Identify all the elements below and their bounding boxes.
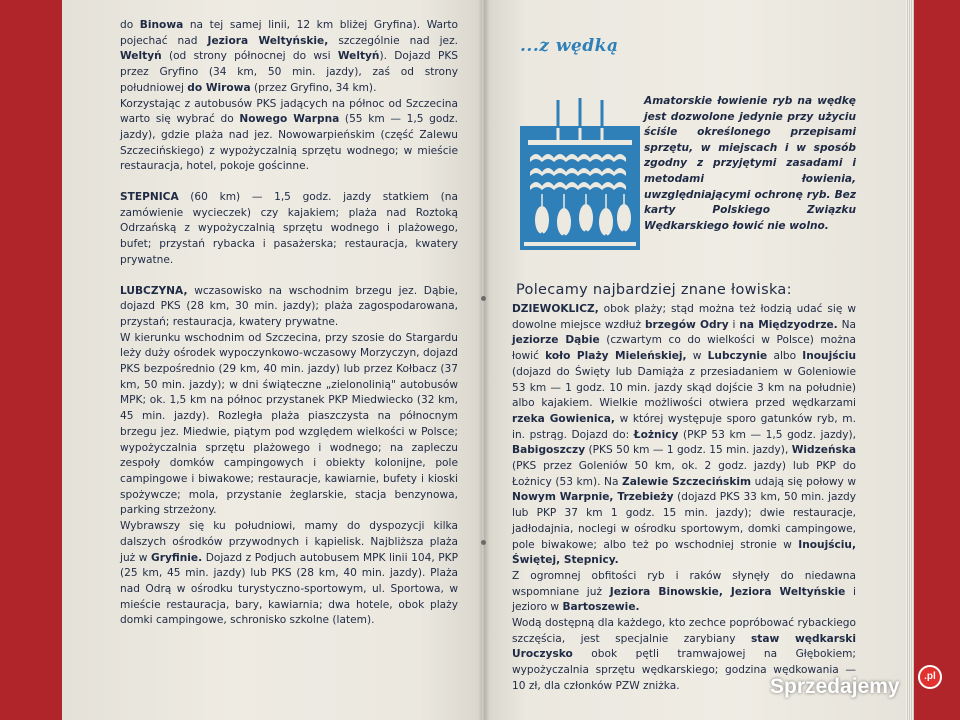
text-run: (PKS 50 km — 1 godz. 15 min. jazdy), <box>585 444 792 457</box>
emphasized-text: rzeka Gowienica, <box>512 412 615 425</box>
text-run: w której występuje sporo gatunków ryb, m. in. pstrąg. Dojazd do: <box>512 412 856 441</box>
emphasized-text: Zalewie Szczecińskim <box>622 475 752 488</box>
emphasized-text: DZIEWOKLICZ, <box>512 303 599 315</box>
text-run: (PKS przez Goleniów 50 km, ok. 2 godz. jazdy) lub PKP do Łożnicy (53 km). Na <box>512 460 856 488</box>
watermark-logo: Sprzedajemy <box>770 675 900 698</box>
emphasized-text: Widzeńska <box>791 444 856 457</box>
emphasized-text: STEPNICA <box>120 191 179 204</box>
text-run: do <box>120 19 140 31</box>
text-run: (dojazd PKS 33 km, 50 min. jazdy lub PKP 37 km 1 godz. 15 min. jazdy); dwie restauracje, jadłodajnia, noclegi w ośrodku sportowym, domki campingowe, pole biwakowe; albo też po wschodniej stronie w <box>512 491 856 551</box>
emphasized-text: Bartoszewie. <box>562 601 640 614</box>
fishing-icon <box>520 98 640 250</box>
text-run: (dojazd do Święty lub Damiąża z przesiadaniem w Goleniowie 53 km — 1 godz. 10 min. jazdy skąd dojście 3 km na południe) albo kajakiem. Wielkie możliwości otwiera przed wędkarzami <box>512 365 856 410</box>
emphasized-text: Gryfinie. <box>151 551 203 564</box>
text-run: obok plaży; stąd można też łodzią udać się w dowolne miejsce wzdłuż <box>512 303 856 331</box>
paragraph <box>120 331 458 519</box>
page-edges <box>906 0 914 720</box>
watermark-badge: .pl <box>918 665 942 689</box>
emphasized-text: Inoujściu <box>802 350 856 363</box>
text-run: albo <box>767 350 803 363</box>
emphasized-text: Nowym Warpnie, Trzebieży <box>512 491 674 504</box>
text-run: w <box>686 350 708 363</box>
section-title: ...z wędką <box>520 36 619 56</box>
emphasized-text: do Wirowa <box>187 81 251 94</box>
text-run: Na <box>837 318 857 331</box>
emphasized-text: Łożnicy <box>633 428 679 441</box>
text-run: (przez Gryfino, 34 km). <box>250 81 377 94</box>
emphasized-text: Jeziora Binowskie, Jeziora Weltyńskie <box>609 585 846 598</box>
fishing-rules-intro: Amatorskie łowienie ryb na wędkę jest dozwolone jedynie przy użyciu ściśle określonego przepisami sprzętu, w miejscach i w sposób zgodny z przyjętymi zasadami i metodami łowienia, uwzględniającymi ochronę ryb. Bez karty Polskiego Związku Wędkarskiego łowić nie wolno. <box>644 95 856 232</box>
emphasized-text: brzegów Odry <box>644 318 729 331</box>
paragraph <box>120 519 458 629</box>
text-run: i <box>728 318 740 331</box>
text-run: Z ogromnej obfitości ryb i raków słynęły do niedawna wspomniane już <box>512 569 856 598</box>
staple-hole <box>481 296 486 301</box>
emphasized-text: Jeziora Weltyńskie, <box>207 34 329 47</box>
fishing-spots-heading: Polecamy najbardziej znane łowiska: <box>516 282 792 298</box>
paragraph-gap <box>120 175 458 190</box>
book-gutter <box>478 0 490 720</box>
paragraph <box>512 302 856 569</box>
text-run: (czwartym co do wielkości w Polsce) można łowić <box>512 334 856 363</box>
emphasized-text: na Międzyodrze. <box>739 318 838 331</box>
emphasized-text: Nowego Warpna <box>239 113 340 126</box>
emphasized-text: Inoujściu, Świętej, Stepnicy. <box>512 538 856 567</box>
emphasized-text: Weltyń <box>120 50 162 63</box>
text-run: udają się połowy w <box>751 475 856 488</box>
emphasized-text: Lubczynie <box>707 350 768 363</box>
paragraph <box>120 97 458 176</box>
emphasized-text: Binowa <box>139 19 184 31</box>
paragraph-gap <box>120 269 458 284</box>
text-run: na tej samej linii, 12 km bliżej Gryfina). Warto pojechać nad <box>120 19 458 47</box>
staple-hole <box>481 540 486 545</box>
emphasized-text: LUBCZYNA, <box>120 284 188 297</box>
emphasized-text: Babigoszczy <box>512 444 586 457</box>
text-run: obok pętli tramwajowej na Głębokiem; wypożyczalnia sprzętu wędkarskiego; godzina wędkowania — 10 zł, dla członków PZW zniżka. <box>512 648 856 692</box>
left-page-text <box>120 18 458 629</box>
text-run: wczasowisko na wschodnim brzegu jez. Dąbie, dojazd PKS (28 km, 30 min. jazdy); plaża zagospodarowana, przystań; restauracja, kwatery prywatne. <box>120 284 458 328</box>
text-run: Wodą dostępną dla każdego, kto zechce popróbować rybackiego szczęścia, jest specjalnie zarybiany <box>512 617 856 645</box>
emphasized-text: jeziorze Dąbie <box>512 334 600 347</box>
text-run: i jezioro w <box>512 585 856 614</box>
text-run: (55 km — 1,5 godz. jazdy), gdzie plaża nad jez. Nowowarpieńskim (część Zalewu Szczecińskiego) z wypożyczalnią sprzętu wodnego; w mieście restauracja, hotel, pokoje gościnne. <box>120 113 458 173</box>
emphasized-text: Weltyń <box>337 50 380 63</box>
text-run: Wybrawszy się ku południowi, mamy do dyspozycji kilka dalszych ośrodków przywodnych i kąpielisk. Najbliższa plaża już w <box>120 520 458 564</box>
text-run: szczególnie nad jez. <box>328 34 459 47</box>
text-run: Dojazd z Podjuch autobusem MPK linii 104, PKP (25 km, 45 min. jazdy) lub PKS (28 km, 40 min. jazdy). Plaża nad Odrą w ośrodku turystyczno-sportowym, ul. Sportowa, w mieście restauracja, bary, kawiarnia; dwa hotele, obok plaży domki campingowe, schronisko szkolne (latem). <box>120 551 458 627</box>
paragraph <box>120 190 458 269</box>
paragraph <box>120 18 458 97</box>
right-page-text <box>512 302 856 695</box>
text-run: (od strony północnej do wsi <box>161 50 338 63</box>
text-run: ). Dojazd PKS przez Gryfino (34 km, 50 min. jazdy), zaś od strony południowej <box>120 50 458 94</box>
emphasized-text: koło Plaży Mieleńskiej, <box>545 350 687 363</box>
paragraph <box>120 284 458 331</box>
text-run: W kierunku wschodnim od Szczecina, przy szosie do Stargardu leży duży ośrodek wypoczynkowo-wczasowy Morzyczyn, dojazd PKS bezpośrednio (29 km, 40 min. jazdy) lub przez Kołbacz (37 km, 50 min. jazdy); w dni świąteczne „zielonolinią" autobusów MPK; ok. 1,5 km na północ przystanek PKP Miedwiecko (32 km, 45 min. jazdy). Rozległa plaża piaszczysta na północnym brzegu jez. Miedwie, piątym pod względem wielkości w Polsce; wypożyczalnia sprzętu plażowego i wodnego; na zapleczu zespoły domków campingowych i obiekty kolonijne, pole campingowe i biwakowe; restauracje, kawiarnie, bufety i kioski spożywcze; mola, przystanie żeglarskie, stacja benzynowa, parking strzeżony. <box>120 331 458 517</box>
paragraph <box>512 569 856 616</box>
emphasized-text: staw wędkarski Uroczysko <box>512 632 856 661</box>
text-run: (60 km) — 1,5 godz. jazdy statkiem (na zamówienie wycieczek) czy kajakiem; plaża nad Roztoką Odrzańską z wypożyczalnią sprzętu wodnego i plażowego, bufet; przystań rybacka i pasażerska; restauracja, kwatery prywatne. <box>120 191 458 266</box>
text-run: (PKP 53 km — 1,5 godz. jazdy), <box>678 428 857 441</box>
text-run: Korzystając z autobusów PKS jadących na północ od Szczecina warto się wybrać do <box>120 97 458 126</box>
